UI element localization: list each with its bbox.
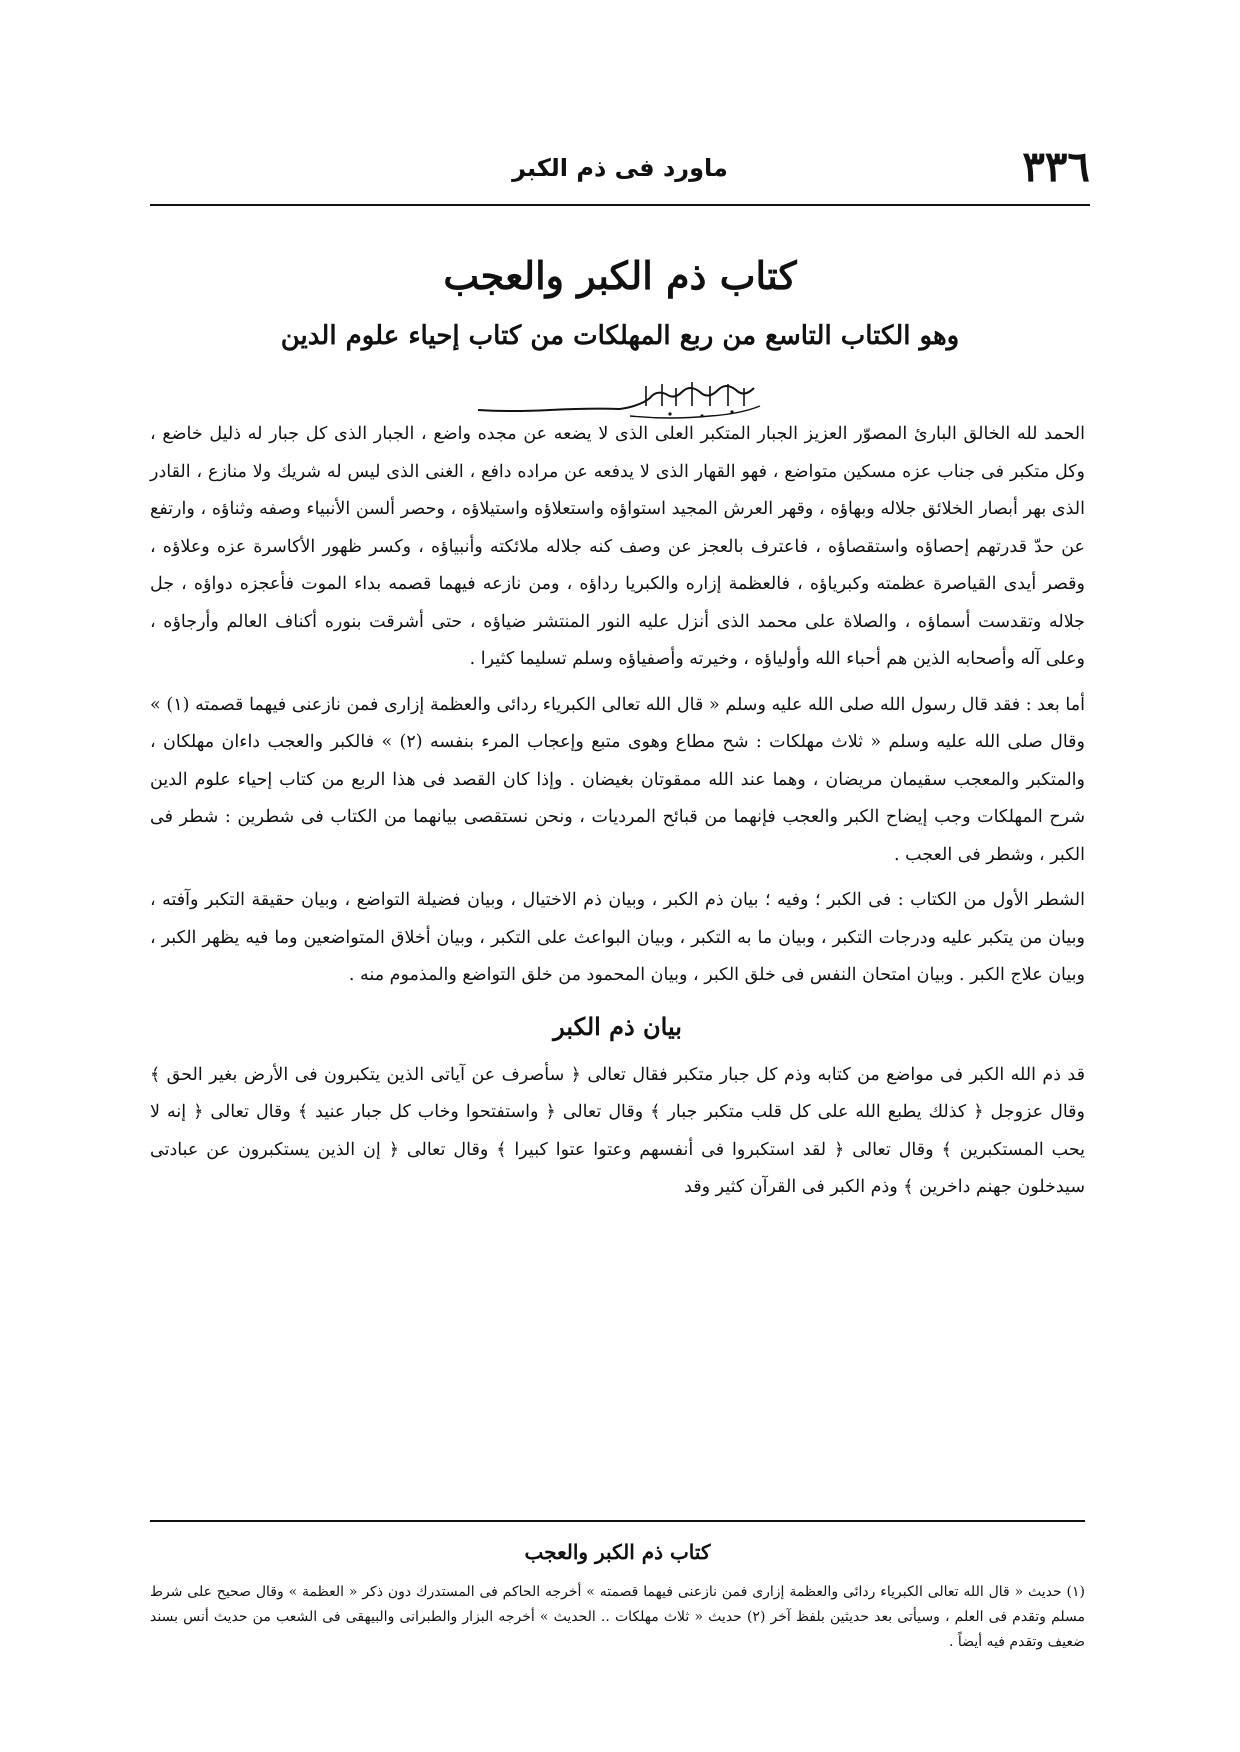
section-heading: بيان ذم الكبر <box>553 1011 682 1041</box>
book-title: كتاب ذم الكبر والعجب <box>443 253 797 298</box>
body-text <box>150 416 1085 1215</box>
paragraph-introduction: أما بعد : فقد قال رسول الله صلى الله عليه وسلم « قال الله تعالى الكبرياء ردائى والعظمة إزارى فمن نازعنى فيهما قصمته (١) » وقال صلى الله عليه وسلم « ثلاث مهلكات : شح مطاع وهوى متبع وإعجاب المرء بنفسه (٢) » فالكبر والعجب داءان مهلكان ، والمتكبر والمعجب سقيمان مريضان ، وهما عند الله ممقوتان بغيضان . وإذا كان القصد فى هذا الربع من كتاب إحياء علوم الدين شرح المهلكات وجب إيضاح الكبر والعجب فإنهما من قبائح المرديات ، ونحن نستقصى بيانهما من الكتاب فى شطرين : شطر فى الكبر ، وشطر فى العجب . <box>150 694 1085 865</box>
paragraph-doxology: الحمد لله الخالق البارئ المصوّر العزيز الجبار المتكبر العلى الذى لا يضعه عن مجده واضع ، الجبار الذى كل جبار له ذليل خاضع ، وكل متكبر فى جناب عزه مسكين متواضع ، فهو القهار الذى لا يدفعه عن مراده دافع ، الغنى الذى ليس له شريك ولا منازع ، القادر الذى بهر أبصار الخلائق جلاله وبهاؤه ، وقهر العرش المجيد استواؤه واستعلاؤه واستيلاؤه ، وحصر ألسن الأنبياء وصفه وثناؤه ، وارتفع عن حدّ قدرتهم إحصاؤه واستقصاؤه ، فاعترف بالعجز عن وصف كنه جلاله ملائكته وأنبياؤه ، وكسر ظهور الأكاسرة عزه وعلاؤه ، وقصر أيدى القياصرة عظمته وكبرياؤه ، فالعظمة إزاره والكبريا رداؤه ، ومن نازعه فيهما قصمه بداء الموت فأعجزه دواؤه ، جل جلاله وتقدست أسماؤه ، والصلاة على محمد الذى أنزل عليه النور المنتشر ضياؤه ، حتى أشرقت بنوره أكناف العالم وأرجاؤه ، وعلى آله وأصحابه الذين هم أحباء الله وأولياؤه ، وخيرته وأصفياؤه وسلم تسليما كثيرا . <box>150 424 1085 669</box>
paragraph-section-body: قد ذم الله الكبر فى مواضع من كتابه وذم كل جبار متكبر فقال تعالى ﴿ سأصرف عن آياتى الذين يتكبرون فى الأرض بغير الحق ﴾ وقال عزوجل ﴿ كذلك يطبع الله على كل قلب متكبر جبار ﴾ وقال تعالى ﴿ واستفتحوا وخاب كل جبار عنيد ﴾ وقال تعالى ﴿ إنه لا يحب المستكبرين ﴾ وقال تعالى ﴿ لقد استكبروا فى أنفسهم وعتوا عتوا كبيرا ﴾ وقال تعالى ﴿ إن الذين يستكبرون عن عبادتى سيدخلون جهنم داخرين ﴾ وذم الكبر فى القرآن كثير وقد <box>150 1064 1085 1197</box>
page-number: ٣٣٦ <box>1022 142 1090 191</box>
footnotes <box>150 1580 1085 1655</box>
header-divider <box>150 204 1090 206</box>
footnote-text: (١) حديث « قال الله تعالى الكبرياء ردائى والعظمة إزارى فمن نازعنى فيهما قصمته » أخرجه الحاكم فى المستدرك دون ذكر « العظمة » وقال صحيح على شرط مسلم وتقدم فى العلم ، وسيأتى بعد حديثين بلفظ آخر (٢) حديث « ثلاث مهلكات .. الحديث » أخرجه البزار والطبرانى والبيهقى فى الشعب من حديث أنس بسند ضعيف وتقدم فيه أيضاً . <box>150 1584 1086 1650</box>
book-subtitle: وهو الكتاب التاسع من ربع المهلكات من كتاب إحياء علوم الدين <box>280 321 960 351</box>
paragraph-section-outline: الشطر الأول من الكتاب : فى الكبر ؛ وفيه ؛ بيان ذم الكبر ، وبيان ذم الاختيال ، وبيان فضيلة التواضع ، وبيان حقيقة التكبر وآفته ، وبيان من يتكبر عليه ودرجات التكبر ، وبيان ما به التكبر ، وبيان البواعث على التكبر ، وبيان أخلاق المتواضعين وما فيه يظهر الكبر ، وبيان علاج الكبر . وبيان امتحان النفس فى خلق الكبر ، وبيان المحمود من خلق التواضع والمذموم منه . <box>150 890 1085 985</box>
footnote-heading: كتاب ذم الكبر والعجب <box>524 1540 711 1564</box>
running-header <box>150 142 1090 198</box>
footnote-divider <box>150 1520 1085 1522</box>
running-title: ماورد فى ذم الكبر <box>512 154 728 182</box>
